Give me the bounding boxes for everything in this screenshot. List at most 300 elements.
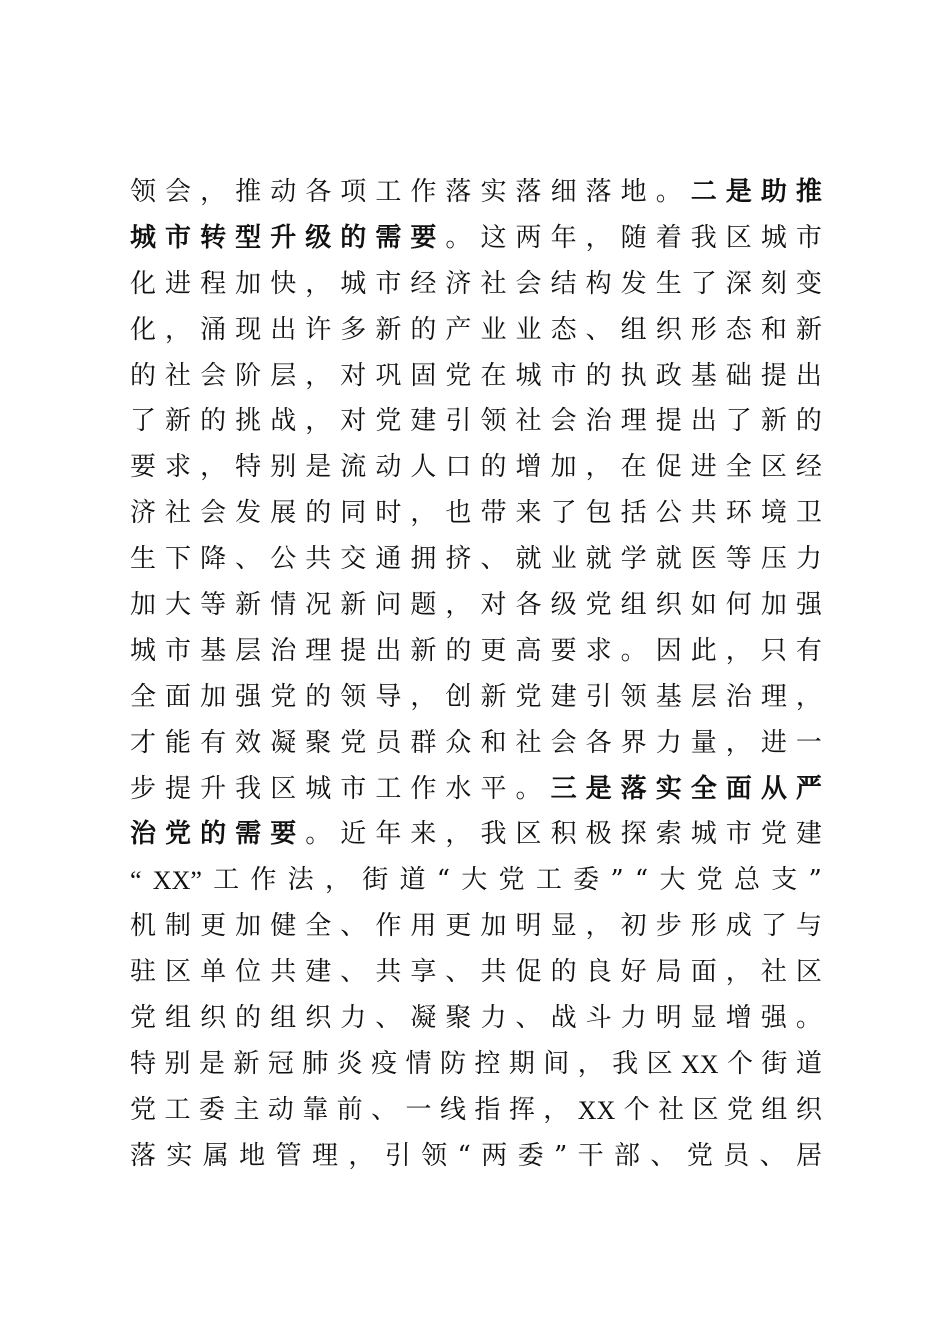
text-char: 导: [375, 681, 402, 712]
text-char: 有: [795, 635, 822, 666]
text-char: 力: [795, 544, 822, 575]
text-char: 发: [235, 498, 262, 529]
text-char: 共: [305, 544, 332, 575]
text-line: [130, 721, 822, 767]
text-char: 快: [270, 268, 297, 299]
text-char: 深: [725, 268, 752, 299]
text-char: 特: [235, 452, 262, 483]
text-line: [130, 1088, 822, 1134]
text-char: ，: [200, 177, 227, 207]
text-char: 领: [480, 406, 507, 437]
text-char: 法: [287, 865, 314, 896]
text-char: 期: [508, 1048, 535, 1079]
bold-char: 是: [585, 773, 612, 804]
text-char: 强: [795, 590, 822, 621]
text-char: 显: [550, 911, 577, 942]
text-char: 、: [585, 314, 612, 345]
text-char: XX”: [152, 866, 202, 896]
text-char: 出: [795, 360, 822, 391]
bold-char: 的: [340, 222, 367, 253]
text-char: 提: [760, 360, 787, 391]
text-char: 战: [270, 406, 297, 437]
text-char: 的: [130, 360, 157, 391]
text-char: 街: [362, 865, 389, 896]
text-char: 党: [585, 590, 612, 621]
text-char: 了: [760, 911, 787, 942]
text-char: 程: [200, 268, 227, 299]
text-char: 力: [655, 727, 682, 758]
text-char: 提: [165, 773, 192, 804]
text-char: 组: [270, 1003, 297, 1034]
text-char: 、: [515, 1003, 542, 1034]
text-char: 对: [340, 406, 367, 437]
text-char: 巩: [375, 360, 402, 391]
text-line: [130, 950, 822, 996]
text-char: 等: [725, 544, 752, 575]
text-char: 会: [515, 268, 542, 299]
text-char: 领: [130, 177, 157, 207]
text-char: 力: [480, 1003, 507, 1034]
text-char: 济: [445, 268, 472, 299]
bold-char: 型: [235, 222, 262, 253]
text-char: 压: [760, 544, 787, 575]
text-char: 区: [270, 773, 297, 804]
text-char: 新: [795, 314, 822, 345]
text-char: 驻: [130, 957, 157, 988]
text-char: 固: [410, 360, 437, 391]
text-char: 建: [550, 681, 577, 712]
text-char: 形: [690, 314, 717, 345]
text-char: 因: [655, 635, 682, 666]
text-char: 是: [198, 1048, 225, 1079]
text-char: 医: [690, 544, 717, 575]
text-char: 了: [690, 268, 717, 299]
text-char: 两: [481, 1140, 508, 1171]
text-char: 区: [725, 222, 752, 253]
text-char: 才: [130, 727, 157, 758]
text-char: 对: [480, 590, 507, 621]
text-char: 区: [760, 452, 787, 483]
text-char: 我: [480, 819, 507, 850]
text-char: 个: [623, 1094, 650, 1125]
text-char: 区: [515, 819, 542, 850]
text-char: 境: [760, 498, 787, 529]
text-char: 间: [543, 1048, 570, 1079]
text-char: “: [130, 866, 142, 896]
text-char: 的: [445, 635, 472, 666]
text-char: “: [457, 1140, 471, 1171]
text-char: 求: [165, 452, 192, 483]
text-line: [130, 675, 822, 721]
text-char: 组: [165, 1003, 192, 1034]
text-char: 引: [585, 681, 612, 712]
text-char: 在: [620, 452, 647, 483]
text-char: 的: [795, 406, 822, 437]
text-char: 会: [550, 727, 577, 758]
text-char: 道: [795, 1048, 822, 1079]
text-char: 形: [690, 911, 717, 942]
text-char: ，: [543, 1094, 570, 1125]
text-char: 加: [200, 681, 227, 712]
text-char: 了: [550, 498, 577, 529]
text-char: 强: [760, 1003, 787, 1034]
text-char: 增: [515, 452, 542, 483]
text-char: 提: [655, 406, 682, 437]
text-line: [130, 996, 822, 1042]
text-char: 织: [655, 314, 682, 345]
text-char: 理: [760, 681, 787, 712]
text-char: 新: [233, 1048, 260, 1079]
text-char: ，: [585, 452, 612, 483]
text-char: 各: [585, 727, 612, 758]
text-char: 出: [375, 635, 402, 666]
text-char: 机: [130, 911, 157, 942]
text-char: 线: [439, 1094, 466, 1125]
text-char: 的: [410, 314, 437, 345]
text-char: 极: [585, 819, 612, 850]
text-char: 工: [375, 773, 402, 804]
text-char: 城: [305, 773, 332, 804]
text-char: 基: [690, 360, 717, 391]
text-char: 工: [213, 865, 240, 896]
text-char: ，: [725, 727, 752, 758]
text-char: 良: [585, 957, 612, 988]
text-char: 创: [445, 681, 472, 712]
text-char: ，: [795, 681, 822, 712]
text-char: 强: [235, 681, 262, 712]
text-char: 、: [340, 957, 367, 988]
text-char: 、: [445, 957, 472, 988]
text-char: 业: [550, 544, 577, 575]
text-char: 层: [270, 360, 297, 391]
text-char: 就: [585, 544, 612, 575]
text-char: ，: [324, 865, 351, 896]
text-char: 城: [690, 819, 717, 850]
text-char: 政: [655, 360, 682, 391]
text-char: 年: [375, 819, 402, 850]
text-char: ，: [305, 406, 332, 437]
text-char: 卫: [795, 498, 822, 529]
text-char: 细: [550, 177, 577, 207]
text-char: 是: [305, 452, 332, 483]
text-char: 街: [761, 1048, 788, 1079]
text-char: 组: [761, 1094, 788, 1125]
text-char: 委: [198, 1094, 225, 1125]
text-char: 的: [305, 498, 332, 529]
text-char: 委: [573, 865, 600, 896]
bold-char: 市: [165, 222, 192, 253]
text-char: 落: [585, 177, 612, 207]
text-char: 进: [165, 268, 192, 299]
text-char: 各: [305, 177, 332, 207]
text-char: 有: [200, 727, 227, 758]
bold-char: 治: [130, 819, 157, 850]
text-char: ，: [585, 222, 612, 253]
text-char: 促: [515, 957, 542, 988]
text-char: 态: [725, 314, 752, 345]
text-char: 委: [517, 1140, 544, 1171]
text-char: 变: [795, 268, 822, 299]
text-char: 的: [480, 452, 507, 483]
text-char: 共: [690, 498, 717, 529]
text-char: 会: [165, 177, 192, 207]
text-char: 只: [760, 635, 787, 666]
text-char: 党: [696, 865, 723, 896]
text-char: 层: [690, 681, 717, 712]
text-char: 、: [235, 544, 262, 575]
text-char: 这: [480, 222, 507, 253]
text-char: 公: [655, 498, 682, 529]
bold-char: 落: [620, 773, 647, 804]
text-line: [130, 262, 822, 308]
text-char: 下: [165, 544, 192, 575]
text-char: 括: [620, 498, 647, 529]
text-char: 口: [445, 452, 472, 483]
text-char: 业: [515, 314, 542, 345]
text-char: 局: [655, 957, 682, 988]
bold-char: 助: [760, 177, 787, 207]
text-char: 挤: [445, 544, 472, 575]
text-char: 城: [760, 222, 787, 253]
text-char: 着: [655, 222, 682, 253]
text-char: 社: [165, 360, 192, 391]
text-char: 作: [250, 865, 277, 896]
text-char: 我: [690, 222, 717, 253]
text-char: 织: [305, 1003, 332, 1034]
bold-char: 升: [270, 222, 297, 253]
body-text: [130, 170, 822, 1180]
text-char: 力: [620, 1003, 647, 1034]
text-char: 公: [270, 544, 297, 575]
text-char: 理: [620, 406, 647, 437]
text-char: 出: [270, 314, 297, 345]
text-char: 理: [311, 1140, 338, 1171]
text-char: 来: [410, 819, 437, 850]
text-char: 会: [550, 406, 577, 437]
text-char: 社: [480, 268, 507, 299]
text-char: 了: [725, 406, 752, 437]
text-line: [130, 170, 822, 216]
text-char: 社: [515, 727, 542, 758]
text-char: 市: [340, 773, 367, 804]
text-char: 共: [480, 957, 507, 988]
text-char: 探: [620, 819, 647, 850]
text-char: 、: [650, 1140, 677, 1171]
text-char: 肺: [302, 1048, 329, 1079]
text-char: 建: [410, 406, 437, 437]
text-char: 党: [340, 727, 367, 758]
text-char: 人: [410, 452, 437, 483]
bold-char: 二: [690, 177, 717, 207]
text-char: 健: [270, 911, 297, 942]
text-char: 领: [421, 1140, 448, 1171]
text-char: 凝: [410, 1003, 437, 1034]
text-char: 落: [130, 1140, 157, 1171]
text-char: 加: [235, 911, 262, 942]
text-char: 大: [165, 590, 192, 621]
text-char: 党: [130, 1003, 157, 1034]
text-char: 构: [585, 268, 612, 299]
text-char: 组: [620, 590, 647, 621]
bold-char: 要: [270, 819, 297, 850]
text-char: 生: [655, 268, 682, 299]
text-char: 用: [410, 911, 437, 942]
text-char: 带: [480, 498, 507, 529]
text-char: 全: [130, 681, 157, 712]
text-char: 管: [275, 1140, 302, 1171]
text-char: 级: [550, 590, 577, 621]
text-char: 制: [165, 911, 192, 942]
text-char: 量: [690, 727, 717, 758]
text-char: 对: [340, 360, 367, 391]
text-line: [130, 904, 822, 950]
text-char: “: [634, 865, 649, 896]
text-char: 况: [305, 590, 332, 621]
text-char: 工: [164, 1094, 191, 1125]
text-char: 步: [130, 773, 157, 804]
text-char: 经: [795, 452, 822, 483]
bold-char: 三: [550, 773, 577, 804]
text-char: 聚: [445, 1003, 472, 1034]
text-char: 加: [760, 590, 787, 621]
text-char: 等: [200, 590, 227, 621]
text-char: 提: [340, 635, 367, 666]
text-char: 进: [690, 452, 717, 483]
text-char: 会: [200, 498, 227, 529]
text-char: ，: [725, 957, 752, 988]
text-char: 就: [515, 544, 542, 575]
text-line: [130, 399, 822, 445]
text-char: 工: [535, 865, 562, 896]
text-char: 各: [515, 590, 542, 621]
text-char: ”: [808, 865, 822, 896]
text-char: 战: [550, 1003, 577, 1034]
text-char: 指: [474, 1094, 501, 1125]
text-line: [130, 812, 822, 858]
text-char: 项: [340, 177, 367, 207]
text-char: 建: [305, 957, 332, 988]
text-char: 党: [686, 1140, 713, 1171]
text-char: 部: [614, 1140, 641, 1171]
text-char: 刻: [760, 268, 787, 299]
text-char: 别: [164, 1048, 191, 1079]
text-line: [130, 308, 822, 354]
text-char: ，: [445, 819, 472, 850]
text-char: 产: [445, 314, 472, 345]
text-char: 市: [550, 360, 577, 391]
text-char: 显: [690, 1003, 717, 1034]
text-char: 引: [384, 1140, 411, 1171]
text-char: 加: [480, 911, 507, 942]
text-char: 生: [130, 544, 157, 575]
text-char: 面: [165, 681, 192, 712]
text-char: 共: [270, 957, 297, 988]
text-char: 炎: [336, 1048, 363, 1079]
text-char: 我: [612, 1048, 639, 1079]
text-char: 社: [658, 1094, 685, 1125]
text-char: 全: [305, 911, 332, 942]
text-char: 全: [725, 452, 752, 483]
text-line: [130, 858, 822, 904]
text-char: 通: [375, 544, 402, 575]
text-char: 市: [165, 635, 192, 666]
text-char: 社: [760, 957, 787, 988]
text-char: 理: [305, 635, 332, 666]
text-char: 同: [340, 498, 367, 529]
text-char: 初: [620, 911, 647, 942]
bold-char: 全: [690, 773, 717, 804]
bold-char: 的: [200, 819, 227, 850]
text-char: 要: [130, 452, 157, 483]
text-char: 引: [445, 406, 472, 437]
text-char: 界: [620, 727, 647, 758]
text-char: 更: [200, 911, 227, 942]
text-char: 阶: [235, 360, 262, 391]
text-char: 如: [690, 590, 717, 621]
text-char: ，: [305, 268, 332, 299]
text-char: 的: [550, 957, 577, 988]
text-char: 要: [550, 635, 577, 666]
bold-char: 级: [305, 222, 332, 253]
text-char: 组: [620, 314, 647, 345]
text-char: 挑: [235, 406, 262, 437]
text-char: 济: [130, 498, 157, 529]
text-char: 学: [620, 544, 647, 575]
text-char: 党: [515, 681, 542, 712]
text-char: 新: [235, 590, 262, 621]
bold-char: 转: [200, 222, 227, 253]
text-char: 疫: [371, 1048, 398, 1079]
text-char: 社: [515, 406, 542, 437]
text-char: 在: [480, 360, 507, 391]
text-char: ，: [445, 590, 472, 621]
text-line: [130, 537, 822, 583]
text-char: 总: [733, 865, 760, 896]
text-char: 动: [375, 452, 402, 483]
text-char: 党: [270, 681, 297, 712]
text-char: ，: [410, 681, 437, 712]
text-char: 一: [795, 727, 822, 758]
text-char: 经: [410, 268, 437, 299]
text-char: ，: [585, 911, 612, 942]
text-char: ，: [725, 635, 752, 666]
bold-char: 党: [165, 819, 192, 850]
text-char: 实: [480, 177, 507, 207]
text-char: ，: [305, 360, 332, 391]
text-char: 平: [480, 773, 507, 804]
text-char: 问: [375, 590, 402, 621]
text-char: 党: [130, 1094, 157, 1125]
text-char: 求: [585, 635, 612, 666]
text-char: 情: [405, 1048, 432, 1079]
text-char: 特: [130, 1048, 157, 1079]
text-char: 建: [795, 819, 822, 850]
text-char: 城: [130, 635, 157, 666]
text-char: 治: [270, 635, 297, 666]
bold-char: 实: [655, 773, 682, 804]
text-char: 员: [723, 1140, 750, 1171]
text-char: ，: [577, 1048, 604, 1079]
text-char: 控: [474, 1048, 501, 1079]
text-line: [130, 1134, 822, 1180]
text-char: 和: [480, 727, 507, 758]
text-char: 党: [726, 1094, 753, 1125]
text-char: 社: [165, 498, 192, 529]
text-char: XX: [681, 1049, 719, 1079]
text-char: 执: [620, 360, 647, 391]
text-char: 位: [235, 957, 262, 988]
text-char: 挥: [508, 1094, 535, 1125]
